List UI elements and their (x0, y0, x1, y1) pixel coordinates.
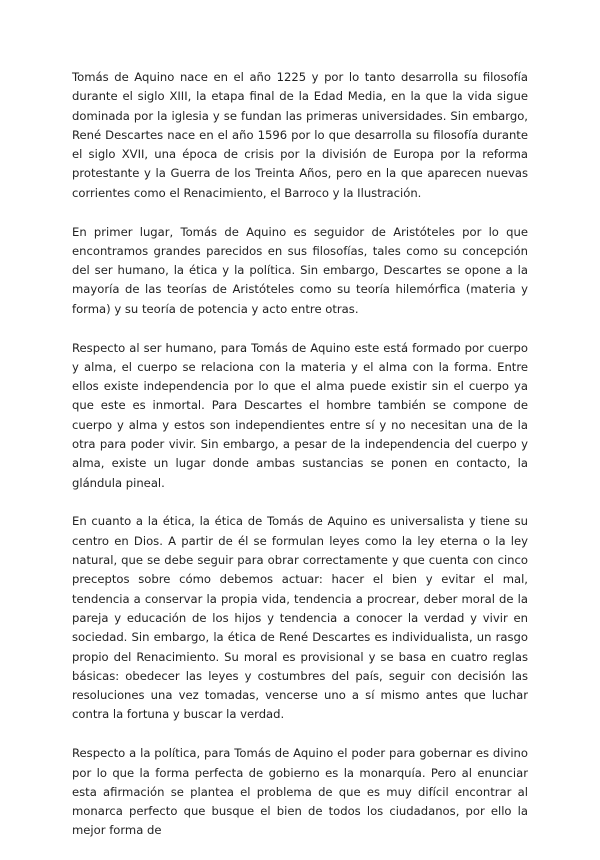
paragraph-politics: Respecto a la política, para Tomás de Aquino el poder para gobernar es divino por lo que la forma perfecta de gobierno es la monarquía. Pero al enunciar esta afirmación se plantea el problema de que es muy difícil encontrar al monarca perfecto que busque el bien de todos los ciudadanos, por ello la mejor forma de (72, 746, 528, 838)
document-body (72, 68, 528, 860)
paragraph-aristotle: En primer lugar, Tomás de Aquino es seguidor de Aristóteles por lo que encontramos grandes parecidos en sus filosofías, tales como su concepción del ser humano, la ética y la política. Sin embargo, Descartes se opone a la mayoría de las teorías de Aristóteles como su teoría hilemórfica (materia y forma) y su teoría de potencia y acto entre otras. (72, 224, 528, 316)
paragraph-ethics: En cuanto a la ética, la ética de Tomás de Aquino es universalista y tiene su centro en Dios. A partir de él se formulan leyes como la ley eterna o la ley natural, que se debe seguir para obrar correctamente y que cuenta con cinco preceptos sobre cómo debemos actuar: hacer el bien y evitar el mal, tendencia a conservar la propia vida, tendencia a procrear, deber moral de la pareja y educación de los hijos y tendencia a conocer la verdad y vivir en sociedad. Sin embargo, la ética de René Descartes es individualista, un rasgo propio del Renacimiento. Su moral es provisional y se basa en cuatro reglas básicas: obedecer las leyes y costumbres del país, seguir con decisión las resoluciones una vez tomadas, vencerse uno a sí mismo antes que luchar contra la fortuna y buscar la verdad. (72, 514, 528, 722)
paragraph-context: Tomás de Aquino nace en el año 1225 y por lo tanto desarrolla su filosofía durante el siglo XIII, la etapa final de la Edad Media, en la que la vida sigue dominada por la iglesia y se fundan las primeras universidades. Sin embargo, René Descartes nace en el año 1596 por lo que desarrolla su filosofía durante el siglo XVII, una época de crisis por la división de Europa por la reforma protestante y la Guerra de los Treinta Años, pero en la que aparecen nuevas corrientes como el Renacimiento, el Barroco y la Ilustración. (72, 70, 528, 200)
paragraph-human-being: Respecto al ser humano, para Tomás de Aquino este está formado por cuerpo y alma, el cuerpo se relaciona con la materia y el alma con la forma. Entre ellos existe independencia por lo que el alma puede existir sin el cuerpo ya que este es inmortal. Para Descartes el hombre también se compone de cuerpo y alma y estos son independientes entre sí y no necesitan una de la otra para poder vivir. Sin embargo, a pesar de la independencia del cuerpo y alma, existe un lugar donde ambas sustancias se ponen en contacto, la glándula pineal. (72, 340, 528, 490)
